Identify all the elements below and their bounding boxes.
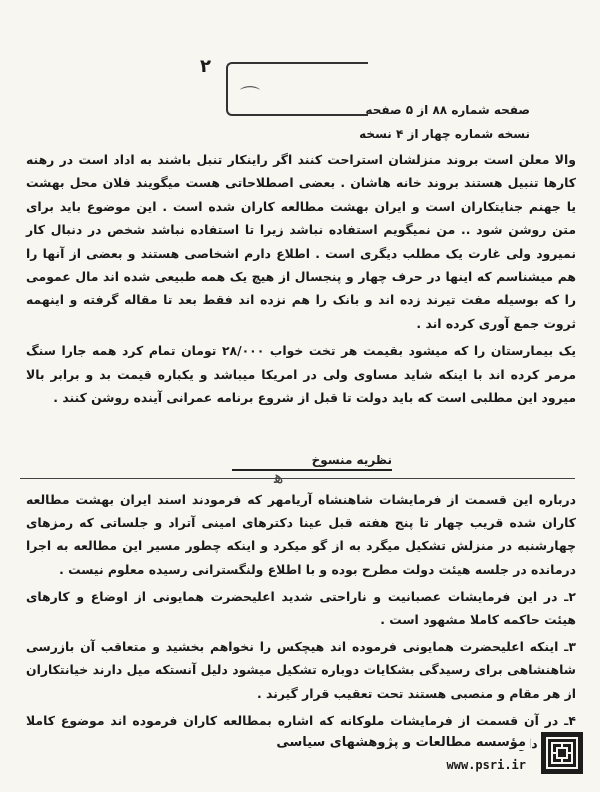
paragraph-2: یک بیمارستان را که میشود بقیمت هر تخت خواب ۲۸/۰۰۰ تومان تمام کرد همه جارا سنگ مرمر کرده اند با اینکه شاید مساوی ولی در امریکا میباشد و یکباره قیمت بد و برابر بالا میرود این مطلبی است که باید دولت تا قبل از شروع برنامه عمرانی آینده روشن کنند . [26,343,576,406]
paragraph-5: ۳ـ اینکه اعلیحضرت همایونی فرموده اند هیچکس را نخواهم بخشید و متعاقب آن بازرسی شاهنشاهی برای رسیدگی بشکایات دوباره تشکیل میشود دلیل آنستکه میل دارند خیانتکاران از هر مقام و منصبی هستند تحت تعقیب قرار گیرند . [26,639,576,701]
institute-logo-icon [541,732,583,774]
page-number: ۲ [200,56,211,77]
copy-meta: نسخه شماره چهار از ۴ نسخه [359,127,530,141]
paragraph-4: ۲ـ در این فرمایشات عصبانیت و ناراحتی شدید اعلیحضرت همایونی از اوضاع و کارهای هیئت حاکمه کاملا مشهود است . [26,588,576,628]
section-heading: نظریه منسوخ [232,453,392,471]
paragraph-1: والا معلن است بروند منزلشان استراحت کنند اگر راینکار تنبل باشند به اداد است در رهنه کارها تنبیل هستند بروند خانه هاشان . بعضی اصطلاحاتی هست میگویند فلان محل بهشت یا جهنم جنایتکاران است و ایران بهشت مطالعه کاران شده است . این موضوع باید برای متن روشن شود .. من نمیگویم استفاده نباشد زیرا تا استفاده نباشد شخص در دنبال کار نمیرود ولی غارت یک مطلب دیگری است . اطلاع دارم اشخاصی هستند و بعضی از آنها را هم میشناسم که اینها در حرف چهار و پنجسال از هیچ یک همه طبیعی شده اند مال عمومی را که بوسیله مفت تیرند زده اند و بانک را هم نزده اند فقط بعد تا مقاله گرفته و اینهمه ثروت جمع آوری کرده اند . [26,152,576,331]
separator-line [20,478,575,479]
stamp-mark: ⌒ [240,84,260,108]
body-section-2 [26,488,576,759]
institute-name: مؤسسه مطالعات و پژوهشهای سیاسی [272,735,530,750]
body-section-1 [26,148,576,413]
paragraph-3: درباره این قسمت از فرمایشات شاهنشاه آریامهر که فرمودند اسند ایران بهشت مطالعه کاران شده قریب چهار تا پنج هفته قبل عینا دکترهای امینی آتراد و جلساتی که رمزهای چهارشنبه در منزلش تشکیل میگرد به از گو میکرد و اینکه چطور مسیر این مطالعه به اجرا درمانده در جلسه هیئت دولت مطرح بوده و با اطلاع ولنگسترانی رسیده معلوم نیست . [26,492,576,577]
institute-url: www.psri.ir [443,758,530,772]
document-meta [359,98,530,146]
handwritten-mark: ﻫ [274,467,284,488]
page-meta: صفحه شماره ۸۸ از ۵ صفحه [365,103,530,117]
paragraph-6: ۴ـ در آن قسمت از فرمایشات ملوکانه که اشاره بمطالعه کاران فرموده اند موضوع کاملا [26,712,576,728]
